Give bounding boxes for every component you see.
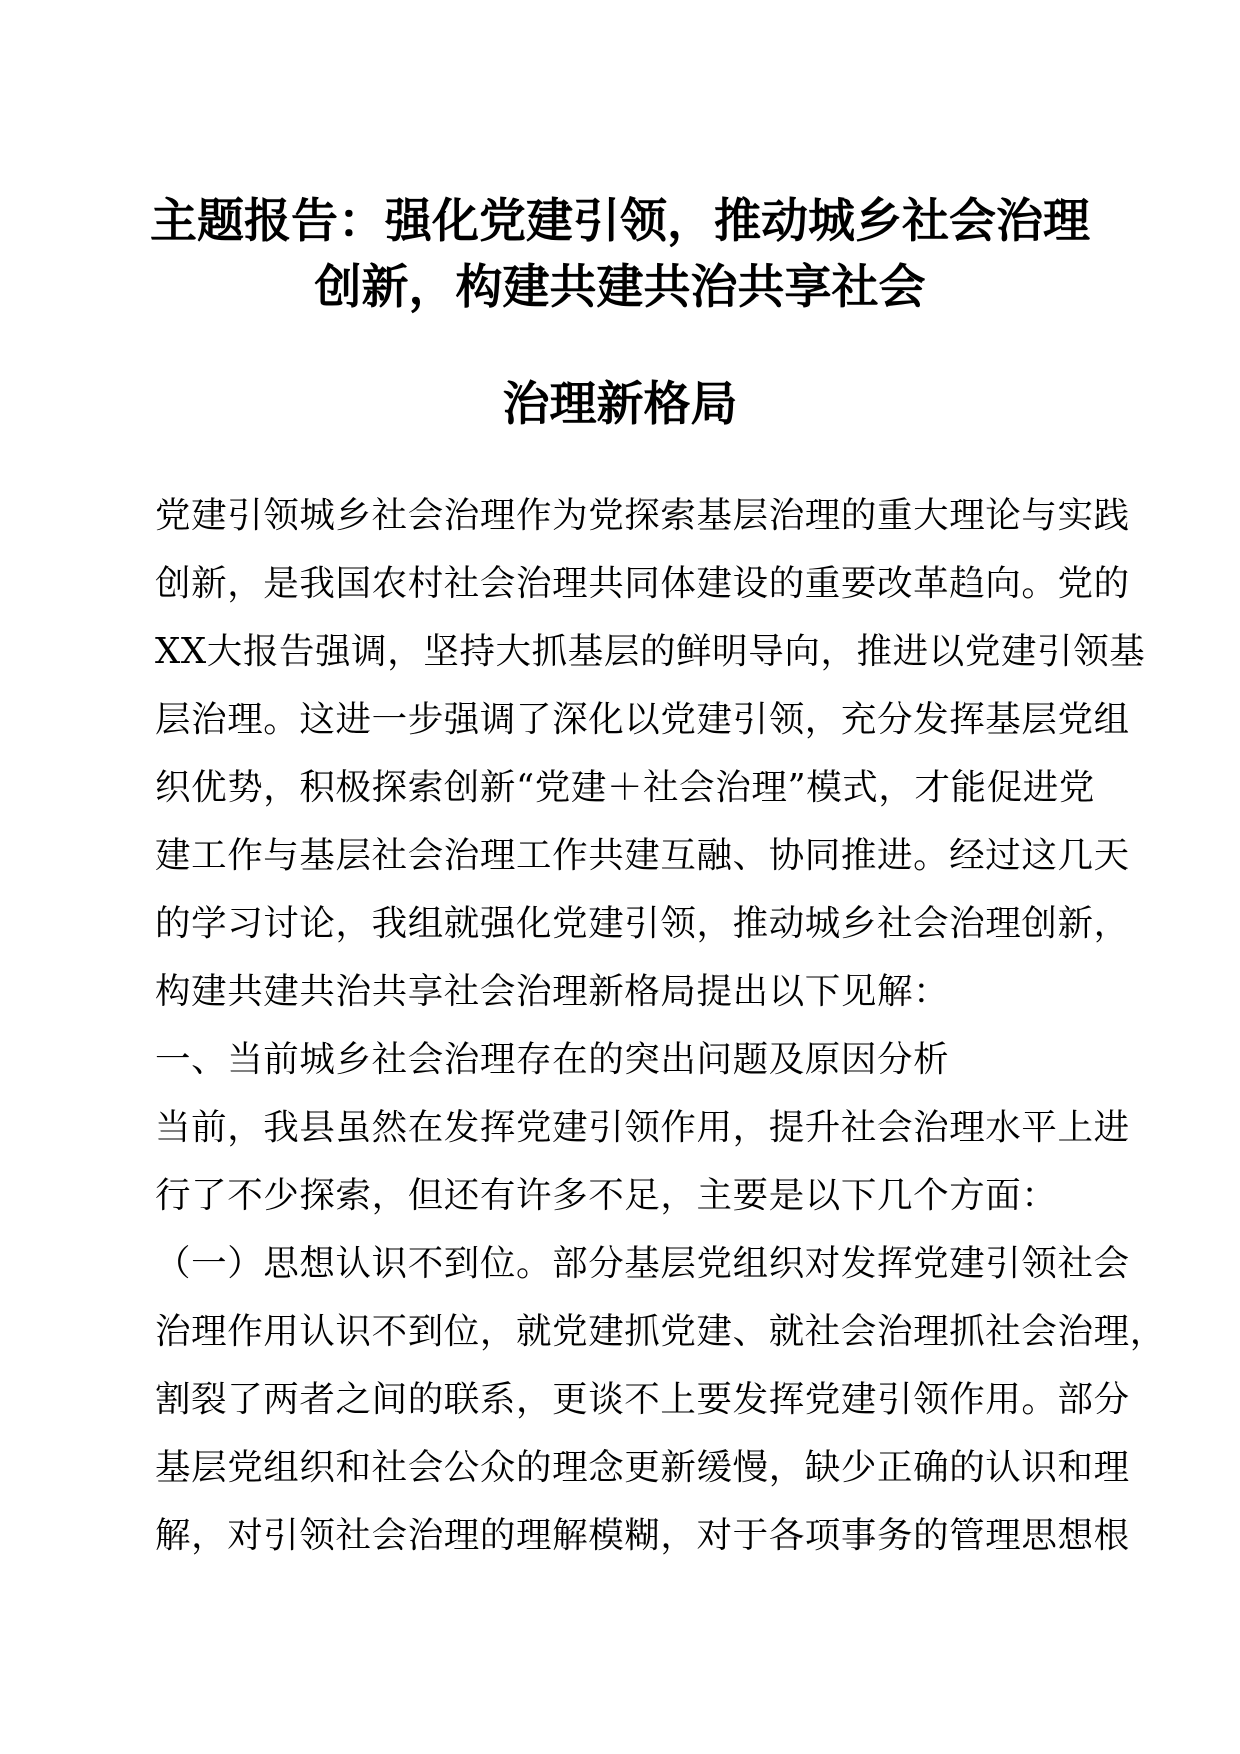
body-text-line: 行了不少探索，但还有许多不足，主要是以下几个方面： [155,1175,1058,1216]
section-heading: 一、当前城乡社会治理存在的突出问题及原因分析 [155,1039,950,1080]
body-text-line: 构建共建共治共享社会治理新格局提出以下见解： [155,971,950,1012]
body-text-line: 层治理。这进一步强调了深化以党建引领，充分发挥基层党组 [155,699,1130,740]
body-text-line: 解，对引领社会治理的理解模糊，对于各项事务的管理思想根 [155,1515,1130,1556]
body-text-line: 治理作用认识不到位，就党建抓党建、就社会治理抓社会治理， [155,1311,1166,1352]
body-text-line: 织优势，积极探索创新“党建＋社会治理”模式，才能促进党 [155,767,1095,808]
document-title-line-3: 治理新格局 [502,377,738,432]
body-text-line: 创新，是我国农村社会治理共同体建设的重要改革趋向。党的 [155,563,1130,604]
body-text-line: 的学习讨论，我组就强化党建引领，推动城乡社会治理创新， [155,903,1130,944]
body-text-line: 割裂了两者之间的联系，更谈不上要发挥党建引领作用。部分 [155,1379,1130,1420]
document-title-line-1: 主题报告：强化党建引领，推动城乡社会治理 [150,194,1090,249]
document-title-line-2: 创新，构建共建共治共享社会 [314,260,926,315]
body-text-line: 基层党组织和社会公众的理念更新缓慢，缺少正确的认识和理 [155,1447,1130,1488]
subsection-heading-line: （一）思想认识不到位。部分基层党组织对发挥党建引领社会 [155,1243,1130,1284]
body-text-line: 当前，我县虽然在发挥党建引领作用，提升社会治理水平上进 [155,1107,1130,1148]
body-text-line: 建工作与基层社会治理工作共建互融、协同推进。经过这几天 [155,835,1130,876]
body-text-line: 党建引领城乡社会治理作为党探索基层治理的重大理论与实践 [155,495,1130,536]
body-text-line: XX大报告强调，坚持大抓基层的鲜明导向，推进以党建引领基 [155,631,1146,672]
